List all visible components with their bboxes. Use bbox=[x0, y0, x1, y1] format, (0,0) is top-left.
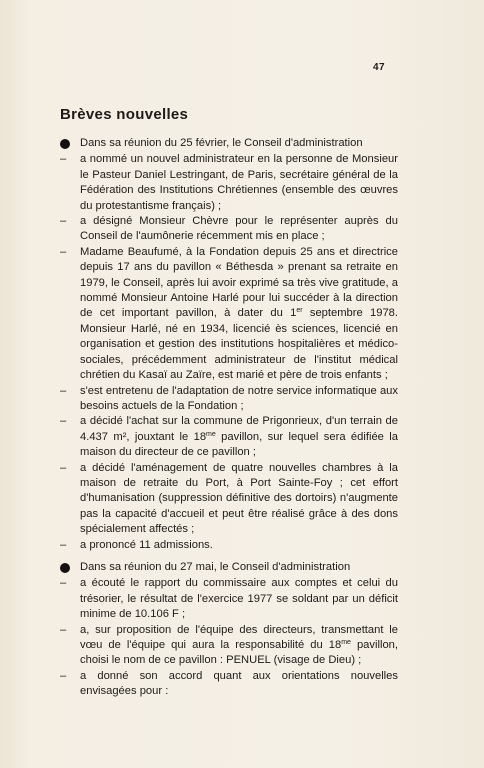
dash-marker: – bbox=[60, 384, 67, 397]
dash-marker: – bbox=[60, 245, 67, 258]
news-content bbox=[60, 136, 398, 700]
rich-text: a, sur proposition de l'équipe des directeurs, transmettant le vœu de l'équipe qui aura la responsabilité du $18^{me}$ pavillon, choisi le nom de ce pavillon : PENUEL (visage de Dieu) ; bbox=[80, 623, 398, 667]
dash-marker: – bbox=[60, 461, 67, 474]
list-item bbox=[60, 245, 398, 384]
dash-marker: – bbox=[60, 623, 67, 636]
dash-marker: – bbox=[60, 538, 67, 551]
dash-marker: – bbox=[60, 415, 67, 428]
dash-marker: – bbox=[60, 669, 67, 682]
page-number: 47 bbox=[373, 62, 386, 73]
list-item: – a donné son accord quant aux orientations nouvelles envisagées pour : bbox=[60, 669, 398, 698]
list-item: – s'est entretenu de l'adaptation de notre service informatique aux besoins actuels de la Fondation ; bbox=[60, 384, 398, 412]
rich-text: a décidé l'achat sur la commune de Prigonrieux, d'un terrain de 4.437 m², jouxtant le $18^{me}$ pavillon, sur lequel sera édifiée la maison du directeur de ce pavillon ; bbox=[80, 415, 398, 459]
list-item bbox=[60, 414, 398, 460]
dash-marker: – bbox=[60, 577, 67, 590]
list-item: – a écouté le rapport du commissaire aux comptes et celui du trésorier, le résultat de l'exercice 1977 se soldant par un déficit minime de 10.106 F ; bbox=[60, 577, 398, 621]
meeting-intro-may: Dans sa réunion du 27 mai, le Conseil d'administration bbox=[60, 560, 398, 575]
list-item bbox=[60, 623, 398, 669]
list-item: – a nommé un nouvel administrateur en la personne de Monsieur le Pasteur Daniel Lestringant, de Paris, secrétaire général de la Fédération des Institutions Chrétiennes (ensemble des œuvres du protestantisme français) ; bbox=[60, 153, 398, 212]
list-item: – a décidé l'aménagement de quatre nouvelles chambres à la maison de retraite du Port, à Port Sainte-Foy ; cet effort d'humanisation (suppression définitive des dortoirs) n'augmente pas la capacité d'accueil et peut être réalisé grâce à des dons spécialement affectés ; bbox=[60, 461, 398, 536]
section-title: Brèves nouvelles bbox=[60, 106, 189, 123]
rich-text: Madame Beaufumé, à la Fondation depuis 25 ans et directrice depuis 17 ans du pavillon « Béthesda » prenant sa retraite en 1979, le Conseil, après lui avoir exprimé sa très vive gratitude, a nommé Monsieur Antoine Harlé pour lui succéder à la direction de cet important pavillon, à dater du 1er septembre 1978. Monsieur Harlé, né en 1934, licencié ès sciences, licencié en organisation et gestion des institutions hospitalières et médico-sociales, précédemment administrateur de l'institut médical chrétien du Kasaï au Zaïre, est marié et père de trois enfants ; bbox=[80, 245, 398, 382]
meeting-intro-february: Dans sa réunion du 25 février, le Conseil d'administration bbox=[60, 136, 398, 151]
dash-marker: – bbox=[60, 215, 67, 228]
dash-marker: – bbox=[60, 153, 67, 166]
list-item: – a désigné Monsieur Chèvre pour le représenter auprès du Conseil de l'aumônerie récemment mis en place ; bbox=[60, 215, 398, 243]
list-item: – a prononcé 11 admissions. bbox=[60, 538, 398, 553]
